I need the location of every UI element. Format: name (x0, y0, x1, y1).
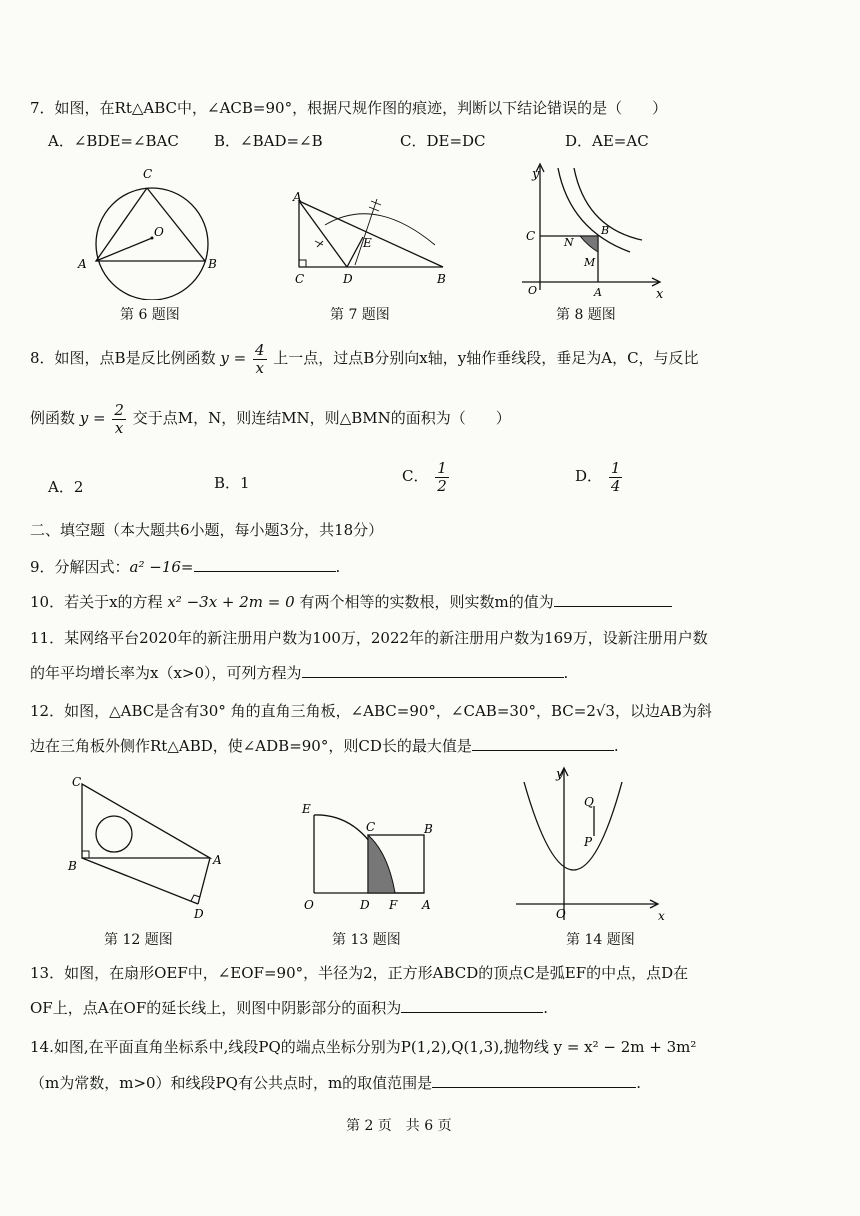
figure-6 (70, 160, 240, 300)
fig8-label-c: C (526, 229, 536, 243)
fig7-caption: 第 7 题图 (330, 307, 390, 323)
q12-line2: 边在三角板外侧作Rt△ABD，使∠ADB=90°，则CD长的最大值是 . (30, 737, 619, 755)
q12-line1: 12．如图，△ABC是含有30° 角的直角三角板，∠ABC=90°，∠CAB=30°，BC=2√3，以边AB为斜 (30, 702, 712, 720)
fig13-caption: 第 13 题图 (332, 932, 401, 948)
figure-8 (512, 160, 672, 300)
fig7-label-c: C (295, 272, 305, 286)
fig13-label-f: F (389, 898, 398, 912)
fig6-label-a: A (78, 257, 87, 271)
fig8-label-a: A (594, 286, 602, 299)
q13-answer-blank[interactable] (401, 998, 543, 1013)
page-footer: 第 2 页 共 6 页 (346, 1118, 452, 1134)
q7-option-b: B．∠BAD=∠B (214, 132, 323, 150)
fig14-label-p: P (584, 835, 593, 849)
q12-answer-blank[interactable] (472, 736, 614, 751)
fig12-label-c: C (72, 775, 82, 789)
fig14-label-q: Q (584, 795, 594, 809)
fig6-label-o: O (154, 225, 164, 239)
fig6-label-c: C (143, 167, 153, 181)
fig14-label-o: O (556, 907, 566, 921)
q8-option-b: B．1 (214, 474, 250, 492)
section-heading-fill-in: 二、填空题（本大题共6小题，每小题3分，共18分） (30, 521, 384, 539)
fig14-label-y: y (556, 767, 564, 782)
fig8-label-x: x (656, 287, 664, 300)
figure-7 (285, 185, 460, 290)
q9-answer-blank[interactable] (194, 557, 336, 572)
fig13-label-b: B (424, 822, 433, 836)
fig13-label-c: C (366, 820, 376, 834)
q9: 9．分解因式：a² −16= . (30, 558, 341, 576)
q10: 10．若关于x的方程 x² −3x + 2m = 0 有两个相等的实数根，则实数m的值为 (30, 591, 672, 612)
q11-line1: 11．某网络平台2020年的新注册用户数为100万，2022年的新注册用户数为169万，设新注册用户数 (30, 629, 708, 647)
fig13-label-o: O (304, 898, 314, 912)
fig13-label-e: E (302, 802, 311, 816)
fig12-caption: 第 12 题图 (104, 932, 173, 948)
fig8-label-b: B (601, 224, 610, 237)
q13-line2: OF上，点A在OF的延长线上，则图中阴影部分的面积为 . (30, 999, 549, 1017)
fig7-label-d: D (343, 272, 353, 286)
fig14-caption: 第 14 题图 (566, 932, 635, 948)
fig8-label-n: N (564, 236, 574, 249)
fig12-label-d: D (194, 907, 204, 921)
fig7-label-a: A (293, 190, 302, 204)
fig13-label-a: A (422, 898, 431, 912)
q7-stem: 7．如图，在Rt△ABC中，∠ACB=90°，根据尺规作图的痕迹，判断以下结论错误的是（ ） (30, 99, 668, 117)
fig8-label-y: y (532, 167, 540, 182)
fig14-label-x: x (658, 909, 665, 923)
figure-13 (298, 795, 448, 915)
q14-line2: （m为常数，m>0）和线段PQ有公共点时，m的取值范围是 . (30, 1074, 641, 1092)
figure-12 (60, 772, 235, 922)
q8-option-a: A．2 (48, 478, 84, 496)
fig8-label-o: O (528, 284, 538, 297)
fig12-label-a: A (213, 853, 222, 867)
q11-line2: 的年平均增长率为x（x>0），可列方程为 . (30, 664, 569, 682)
q7-option-d: D．AE=AC (565, 132, 649, 150)
q8-option-c: C． $\frac{1}{2}$ (402, 459, 447, 495)
fig7-label-e: E (363, 236, 372, 250)
q14-line1: 14.如图,在平面直角坐标系中,线段PQ的端点坐标分别为P(1,2),Q(1,3),抛物线 y = x² − 2m + 3m² (30, 1038, 697, 1056)
q7-option-c: C．DE=DC (400, 132, 486, 150)
q8-option-d: D． $\frac{1}{4}$ (575, 459, 621, 495)
q14-answer-blank[interactable] (432, 1073, 636, 1088)
fig8-label-m: M (584, 256, 596, 269)
q8-line1: 8．如图，点B是反比例函数 y = $\frac{4}{x}$ 上一点，过点B分别向x轴，y轴作垂线段，垂足为A，C，与反比 (30, 341, 699, 377)
fig7-label-b: B (437, 272, 446, 286)
q8-fraction-1: $\frac{4}{x}$ (254, 341, 265, 377)
fig8-caption: 第 8 题图 (556, 307, 616, 323)
fig6-caption: 第 6 题图 (120, 307, 180, 323)
fig6-label-b: B (208, 257, 217, 271)
fig13-label-d: D (360, 898, 370, 912)
q8-fraction-2: $\frac{2}{x}$ (114, 401, 124, 437)
q13-line1: 13．如图，在扇形OEF中，∠EOF=90°，半径为2，正方形ABCD的顶点C是弧EF的中点，点D在 (30, 964, 689, 982)
q10-answer-blank[interactable] (554, 592, 672, 607)
q8-line2: 例函数 y = $\frac{2}{x}$ 交于点M，N，则连结MN，则△BMN的面积为（ ） (30, 401, 511, 437)
q11-answer-blank[interactable] (302, 663, 564, 678)
q7-option-a: A．∠BDE=∠BAC (48, 132, 179, 150)
fig12-label-b: B (68, 859, 77, 873)
figure-14 (508, 762, 673, 927)
